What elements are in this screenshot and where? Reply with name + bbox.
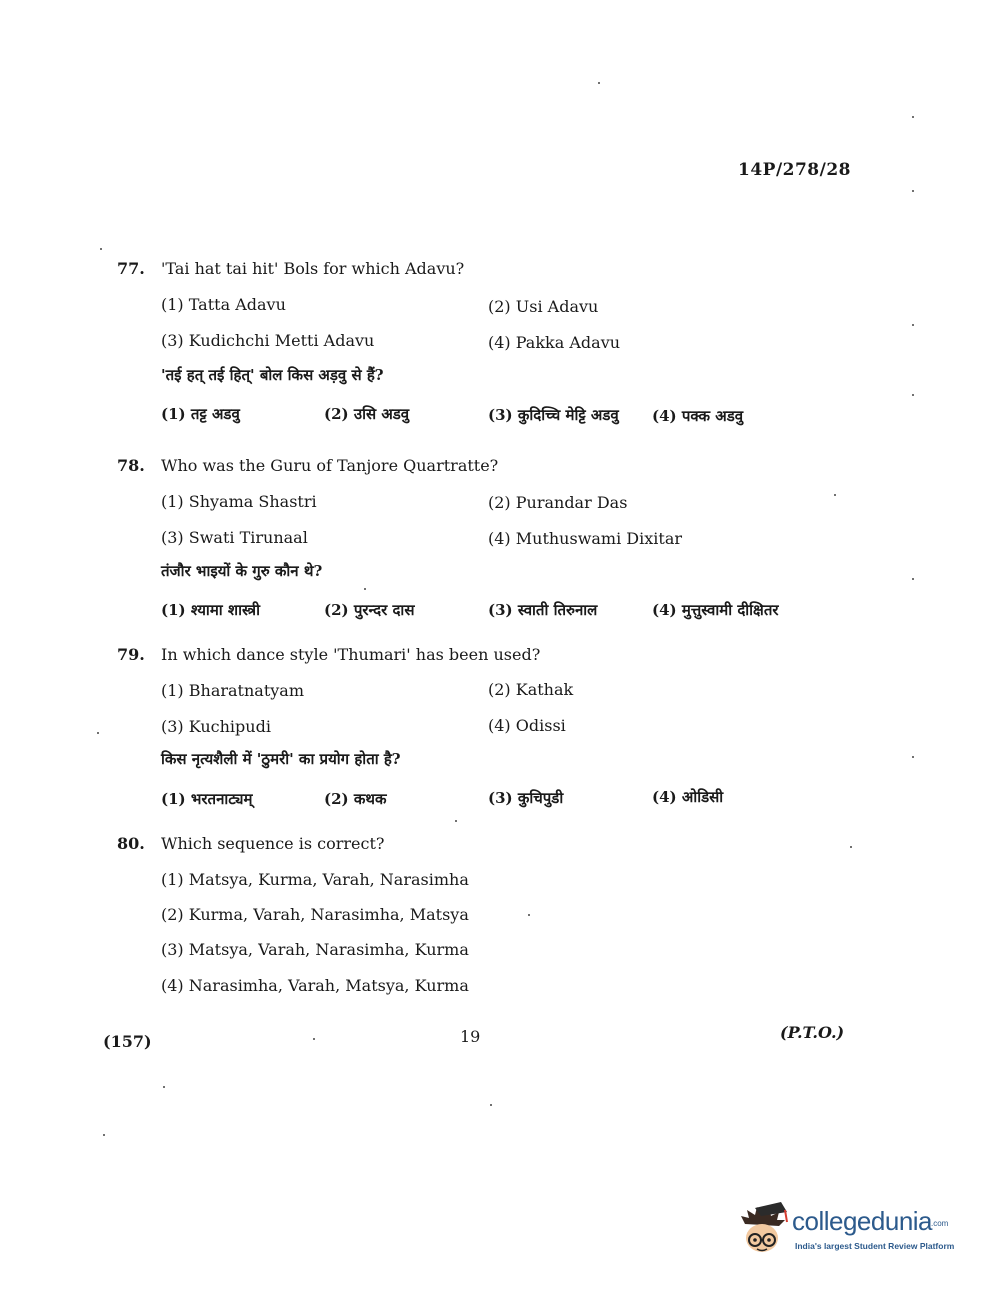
logo-wordmark: collegedunia xyxy=(792,1206,933,1236)
scan-speck xyxy=(364,588,366,590)
question-80-option-3: (3) Matsya, Varah, Narasimha, Kurma xyxy=(161,940,469,959)
scan-speck xyxy=(850,846,852,848)
question-77-option-1: (1) Tatta Adavu xyxy=(161,295,286,314)
collegedunia-logo xyxy=(735,1196,965,1262)
footer-code: (157) xyxy=(103,1032,152,1051)
question-79-option-2: (2) Kathak xyxy=(488,680,574,699)
question-79-hindi-text: किस नृत्यशैली में 'ठुमरी' का प्रयोग होता है? xyxy=(161,750,401,768)
question-78-option-1: (1) Shyama Shastri xyxy=(161,492,317,511)
question-77-text: 'Tai hat tai hit' Bols for which Adavu? xyxy=(161,259,465,278)
scan-speck xyxy=(912,756,914,758)
question-77-hindi-option-4: (4) पक्क अडवु xyxy=(652,407,744,425)
question-79-option-1: (1) Bharatnatyam xyxy=(161,681,304,700)
question-78-hindi-option-2: (2) पुरन्दर दास xyxy=(324,601,415,619)
question-78-option-2: (2) Purandar Das xyxy=(488,493,628,512)
question-79-text: In which dance style 'Thumari' has been used? xyxy=(161,645,541,664)
question-80-option-1: (1) Matsya, Kurma, Varah, Narasimha xyxy=(161,870,469,889)
scan-speck xyxy=(912,116,914,118)
page-number: 19 xyxy=(460,1027,481,1046)
question-79-hindi-option-3: (3) कुचिपुडी xyxy=(488,789,564,807)
scan-speck xyxy=(598,82,600,84)
question-79-hindi-option-4: (4) ओडिसी xyxy=(652,788,724,806)
question-77-option-3: (3) Kudichchi Metti Adavu xyxy=(161,331,375,350)
scan-speck xyxy=(313,1038,315,1040)
question-78-number: 78. xyxy=(117,456,145,475)
logo-com: .com xyxy=(931,1219,949,1228)
paper-code: 14P/278/28 xyxy=(738,160,852,180)
scan-speck xyxy=(912,190,914,192)
question-77-hindi-option-2: (2) उसि अडवु xyxy=(324,405,410,423)
question-79-hindi-option-1: (1) भरतनाट्यम् xyxy=(161,790,253,808)
question-78-text: Who was the Guru of Tanjore Quartratte? xyxy=(161,456,499,475)
question-77-option-4: (4) Pakka Adavu xyxy=(488,333,621,352)
question-80-option-2: (2) Kurma, Varah, Narasimha, Matsya xyxy=(161,905,469,924)
question-78-hindi-option-1: (1) श्यामा शास्त्री xyxy=(161,601,260,619)
question-77-option-2: (2) Usi Adavu xyxy=(488,297,599,316)
question-79-option-4: (4) Odissi xyxy=(488,716,566,735)
logo-tagline: India's largest Student Review Platform xyxy=(795,1241,955,1251)
question-77-hindi-text: 'तई हत् तई हित्' बोल किस अड़वु से हैं? xyxy=(161,366,384,384)
scan-speck xyxy=(163,1086,165,1088)
scan-speck xyxy=(912,578,914,580)
question-77-number: 77. xyxy=(117,259,145,278)
question-79-hindi-option-2: (2) कथक xyxy=(324,790,387,808)
question-78-hindi-option-4: (4) मुत्तुस्वामी दीक्षितर xyxy=(652,601,779,619)
pto-label: (P.T.O.) xyxy=(780,1023,845,1042)
scan-speck xyxy=(834,494,836,496)
question-78-option-3: (3) Swati Tirunaal xyxy=(161,528,308,547)
scan-speck xyxy=(97,732,99,734)
question-80-text: Which sequence is correct? xyxy=(161,834,385,853)
question-79-option-3: (3) Kuchipudi xyxy=(161,717,271,736)
scan-speck xyxy=(912,394,914,396)
question-77-hindi-option-3: (3) कुदिच्चि मेट्टि अडवु xyxy=(488,406,619,424)
scan-speck xyxy=(490,1104,492,1106)
scan-speck xyxy=(528,914,530,916)
question-78-hindi-text: तंजौर भाइयों के गुरु कौन थे? xyxy=(161,562,323,580)
scan-speck xyxy=(455,820,457,822)
question-77-hindi-option-1: (1) तट्ट अडवु xyxy=(161,405,240,423)
question-78-hindi-option-3: (3) स्वाती तिरुनाल xyxy=(488,601,598,619)
question-78-option-4: (4) Muthuswami Dixitar xyxy=(488,529,682,548)
scan-speck xyxy=(100,248,102,250)
question-80-number: 80. xyxy=(117,834,145,853)
scan-speck xyxy=(912,324,914,326)
scan-speck xyxy=(103,1134,105,1136)
mascot-icon xyxy=(735,1202,791,1258)
question-79-number: 79. xyxy=(117,645,145,664)
question-80-option-4: (4) Narasimha, Varah, Matsya, Kurma xyxy=(161,976,469,995)
